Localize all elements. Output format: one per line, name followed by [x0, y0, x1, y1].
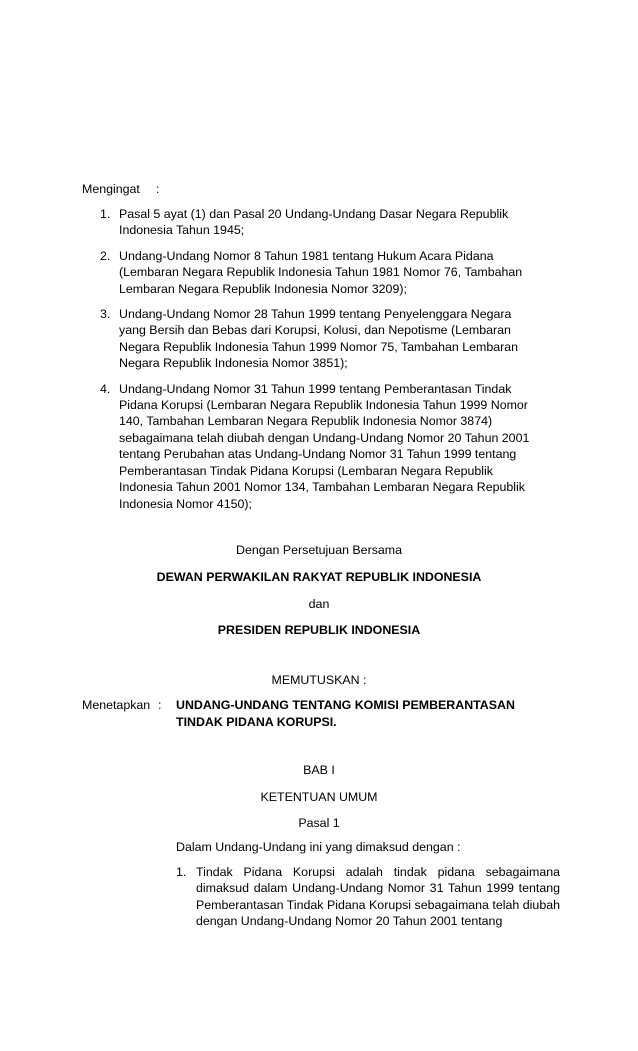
mengingat-colon: :: [156, 182, 160, 196]
list-item-text: Tindak Pidana Korupsi adalah tindak pidana sebagaimana dimaksud dalam Undang-Undang Nomor 31 Tahun 1999 tentang Pemberantasan Tindak Pidana Korupsi sebagaimana telah diubah dengan Undang-Undang Nomor 20 Tahun 2001 tentang: [196, 865, 560, 929]
bab-title: KETENTUAN UMUM: [260, 790, 378, 804]
list-item-text: Undang-Undang Nomor 31 Tahun 1999 tentang Pemberantasan Tindak Pidana Korupsi (Lembaran Negara Republik Indonesia Tahun 1999 Nomor 140, Tambahan Lembaran Negara Republik Indonesia Nomor 3874) sebagaimana telah diubah dengan Undang-Undang Nomor 20 Tahun 2001 tentang Perubahan atas Undang-Undang Nomor 31 Tahun 1999 tentang Pemberantasan Tindak Pidana Korupsi (Lembaran Negara Republik Indonesia Tahun 2001 Nomor 134, Tambahan Lembaran Negara Republik Indonesia Nomor 4150);: [119, 381, 530, 511]
mengingat-list: [100, 206, 540, 521]
list-item-number: 2.: [100, 248, 111, 263]
bab-number: BAB I: [303, 763, 335, 777]
list-item-text: Pasal 5 ayat (1) dan Pasal 20 Undang-Undang Dasar Negara Republik Indonesia Tahun 1945;: [119, 207, 509, 238]
list-item-number: 4.: [100, 381, 111, 396]
list-item: [100, 306, 540, 372]
list-item-number: 1.: [176, 865, 187, 879]
pasal-list: [176, 864, 560, 939]
mengingat-label: Mengingat: [82, 182, 140, 196]
menetapkan-colon: :: [158, 698, 162, 712]
list-item: [100, 381, 540, 512]
list-item: [100, 248, 540, 297]
list-item-number: 1.: [100, 207, 111, 221]
persetujuan-intro: Dengan Persetujuan Bersama: [236, 543, 402, 557]
menetapkan-label: Menetapkan: [82, 698, 151, 712]
list-item-text: Undang-Undang Nomor 8 Tahun 1981 tentang Hukum Acara Pidana (Lembaran Negara Republik Indonesia Tahun 1981 Nomor 76, Tambahan Lembaran Negara Republik Indonesia Nomor 3209);: [119, 248, 523, 296]
list-item-text: Undang-Undang Nomor 28 Tahun 1999 tentang Penyelenggara Negara yang Bersih dan Bebas dari Korupsi, Kolusi, dan Nepotisme (Lembaran Negara Republik Indonesia Tahun 1999 Nomor 75, Tambahan Lembaran Negara Republik Indonesia Nomor 3851);: [119, 307, 519, 371]
dpr-heading: DEWAN PERWAKILAN RAKYAT REPUBLIK INDONESIA: [156, 570, 482, 584]
menetapkan-text: UNDANG-UNDANG TENTANG KOMISI PEMBERANTASAN TINDAK PIDANA KORUPSI.: [176, 698, 515, 729]
list-item: [100, 206, 540, 239]
pasal-intro: Dalam Undang-Undang ini yang dimaksud dengan :: [176, 840, 461, 854]
list-item: [176, 864, 560, 930]
memutuskan-heading: MEMUTUSKAN :: [271, 673, 367, 687]
pasal-title: Pasal 1: [298, 816, 340, 830]
list-item-number: 3.: [100, 307, 111, 322]
presiden-heading: PRESIDEN REPUBLIK INDONESIA: [217, 623, 421, 637]
dan-text: dan: [308, 597, 330, 611]
